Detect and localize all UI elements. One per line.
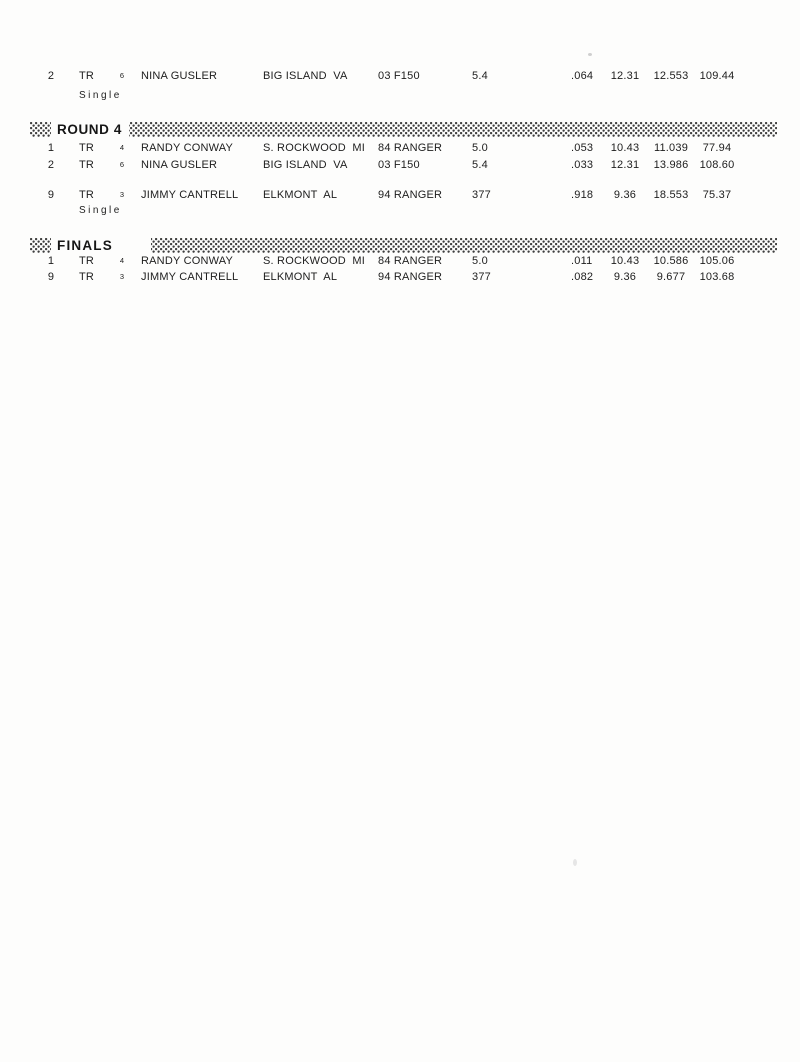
vehicle-cell: 94 RANGER [378,271,443,283]
reaction-cell: .064 [571,70,594,82]
speed-cell: 109.44 [699,70,735,82]
result-row [0,270,800,284]
et2-cell: 9.677 [656,271,686,283]
dial-cell: 5.0 [472,255,488,267]
result-row [0,254,800,268]
speed-cell: 105.06 [699,255,735,267]
et2-cell: 11.039 [653,142,689,154]
class-number-cell: 6 [119,160,125,169]
driver-cell: NINA GUSLER [141,70,218,82]
et1-cell: 9.36 [613,271,637,283]
hometown-cell: ELKMONT AL [263,189,338,201]
speed-cell: 77.94 [702,142,732,154]
driver-cell: RANDY CONWAY [141,142,234,154]
class-number-cell: 3 [119,190,125,199]
section-header-band-round4 [30,122,777,137]
class-number-cell: 6 [119,71,125,80]
hometown-cell: BIG ISLAND VA [263,70,348,82]
position-cell: 9 [47,271,55,283]
position-cell: 2 [47,159,55,171]
speed-cell: 108.60 [699,159,735,171]
speed-cell: 103.68 [699,271,735,283]
dial-cell: 377 [472,189,491,201]
class-cell: TR [79,255,95,267]
et1-cell: 12.31 [610,159,640,171]
result-row [0,188,800,202]
section-header-label: FINALS [51,237,151,254]
result-row [0,158,800,172]
class-cell: TR [79,189,95,201]
speed-cell: 75.37 [702,189,732,201]
position-cell: 2 [47,70,55,82]
position-cell: 9 [47,189,55,201]
class-cell: TR [79,271,95,283]
scan-speck [573,859,577,866]
vehicle-cell: 03 F150 [378,159,420,171]
driver-cell: NINA GUSLER [141,159,218,171]
position-cell: 1 [47,255,55,267]
et2-cell: 13.986 [653,159,689,171]
class-number-cell: 4 [119,256,125,265]
position-cell: 1 [47,142,55,154]
single-note: Single [79,90,122,101]
vehicle-cell: 84 RANGER [378,255,443,267]
vehicle-cell: 94 RANGER [378,189,443,201]
et1-cell: 12.31 [610,70,640,82]
reaction-cell: .082 [571,271,594,283]
class-cell: TR [79,70,95,82]
reaction-cell: .053 [571,142,594,154]
driver-cell: RANDY CONWAY [141,255,234,267]
vehicle-cell: 84 RANGER [378,142,443,154]
class-cell: TR [79,142,95,154]
reaction-cell: .918 [571,189,594,201]
class-cell: TR [79,159,95,171]
et1-cell: 10.43 [610,142,640,154]
single-note: Single [79,205,122,216]
reaction-cell: .011 [571,255,593,267]
section-header-band-finals [30,238,777,253]
vehicle-cell: 03 F150 [378,70,420,82]
et1-cell: 9.36 [613,189,637,201]
section-header-label: ROUND 4 [51,121,129,138]
scan-speck [588,53,592,56]
driver-cell: JIMMY CANTRELL [141,189,239,201]
dial-cell: 5.4 [472,70,488,82]
dial-cell: 5.4 [472,159,488,171]
et2-cell: 12.553 [653,70,689,82]
class-number-cell: 4 [119,143,125,152]
result-row [0,141,800,155]
hometown-cell: S. ROCKWOOD MI [263,255,365,267]
et2-cell: 18.553 [653,189,689,201]
driver-cell: JIMMY CANTRELL [141,271,239,283]
class-number-cell: 3 [119,272,125,281]
result-row [0,69,800,83]
reaction-cell: .033 [571,159,594,171]
et2-cell: 10.586 [653,255,689,267]
hometown-cell: S. ROCKWOOD MI [263,142,365,154]
et1-cell: 10.43 [610,255,640,267]
dial-cell: 5.0 [472,142,488,154]
hometown-cell: BIG ISLAND VA [263,159,348,171]
hometown-cell: ELKMONT AL [263,271,338,283]
dial-cell: 377 [472,271,491,283]
